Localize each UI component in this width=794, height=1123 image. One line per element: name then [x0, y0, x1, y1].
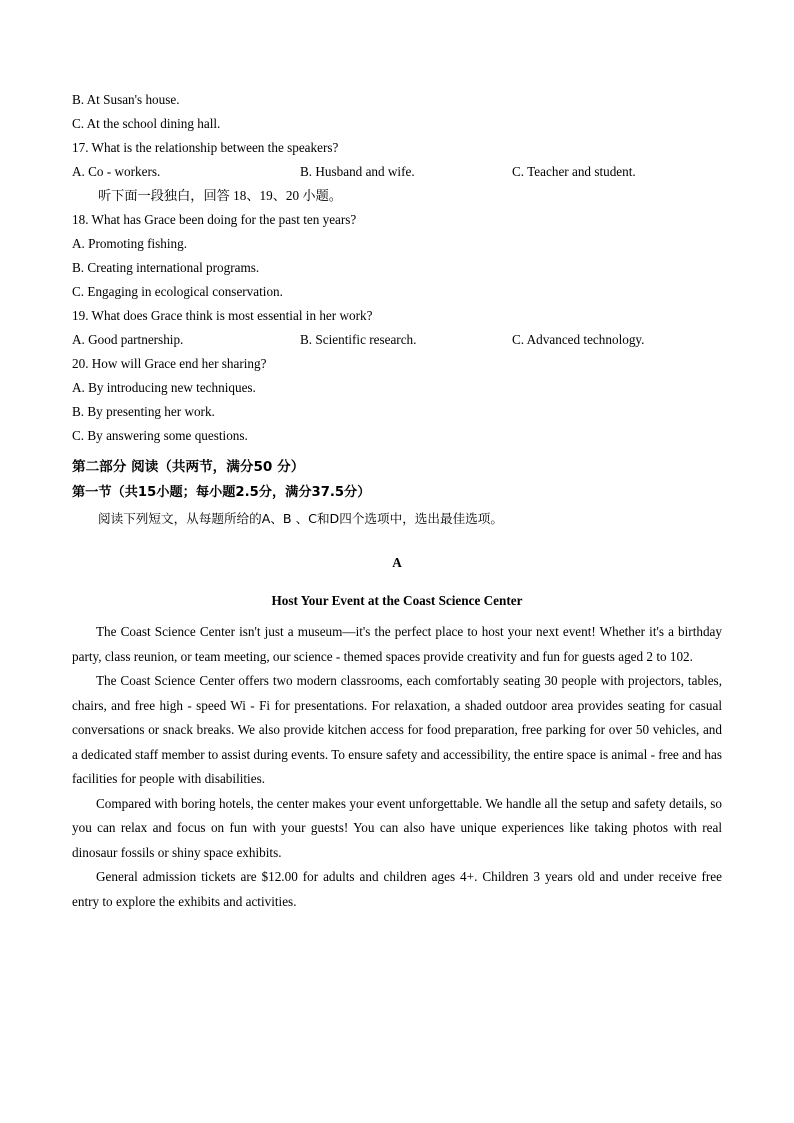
- passage-a-paragraph-1: The Coast Science Center isn't just a museum—it's the perfect place to host your next event! Whether it's a birthday party, class reunion, or team meeting, our science - themed spaces provide creativity and fun for guests aged 2 to 102.: [72, 624, 722, 664]
- question-18-option-c: C. Engaging in ecological conservation.: [72, 284, 283, 299]
- question-18-option-b: B. Creating international programs.: [72, 260, 260, 275]
- question-20-option-b: B. By presenting her work.: [72, 404, 215, 419]
- passage-a-title: Host Your Event at the Coast Science Center: [271, 593, 523, 608]
- question-18-stem: 18. What has Grace been doing for the past ten years?: [72, 212, 357, 227]
- question-19-options: [72, 328, 722, 352]
- part-two-section-one-heading: 第一节（共15小题；每小题2.5分，满分37.5分）: [72, 485, 371, 500]
- question-17-option-b: B. Husband and wife.: [300, 164, 415, 179]
- question-20-option-a: A. By introducing new techniques.: [72, 380, 256, 395]
- question-19-option-a: A. Good partnership.: [72, 332, 184, 347]
- question-17-stem: 17. What is the relationship between the speakers?: [72, 140, 339, 155]
- question-17-option-c: C. Teacher and student.: [512, 164, 636, 179]
- passage-a-paragraph-3: Compared with boring hotels, the center makes your event unforgettable. We handle all the setup and safety details, so you can relax and focus on fun with your guests! You can also have unique experiences like taking photos with real dinosaur fossils or shiny space exhibits.: [72, 795, 722, 860]
- question-17-option-a: A. Co - workers.: [72, 164, 161, 179]
- question-19-option-b: B. Scientific research.: [300, 332, 417, 347]
- question-17-options: [72, 160, 722, 184]
- monologue-instruction: 听下面一段独白，回答 18、19、20 小题。: [98, 188, 342, 203]
- question-19-stem: 19. What does Grace think is most essential in her work?: [72, 308, 373, 323]
- question-16-choice-b: B. At Susan's house.: [72, 92, 180, 107]
- question-18-option-a: A. Promoting fishing.: [72, 236, 188, 251]
- question-20-option-c: C. By answering some questions.: [72, 428, 248, 443]
- passage-a-paragraph-4: General admission tickets are $12.00 for adults and children ages 4+. Children 3 years old and under receive free entry to explore the exhibits and activities.: [72, 869, 722, 909]
- passage-a-paragraph-2: The Coast Science Center offers two modern classrooms, each comfortably seating 30 people with projectors, tables, chairs, and free high - speed Wi - Fi for presentations. For relaxation, a shaded outdoor area provides seating for casual conversations or snack breaks. We also provide kitchen access for food preparation, free parking for over 50 vehicles, and a dedicated staff member to assist during events. To ensure safety and accessibility, the entire space is animal - free and has facilities for people with disabilities.: [72, 673, 722, 786]
- passage-a-letter: A: [392, 555, 402, 570]
- question-20-stem: 20. How will Grace end her sharing?: [72, 356, 267, 371]
- question-19-option-c: C. Advanced technology.: [512, 332, 645, 347]
- question-16-choice-c: C. At the school dining hall.: [72, 116, 221, 131]
- part-two-heading: 第二部分 阅读（共两节，满分50 分）: [72, 459, 305, 475]
- reading-directions: 阅读下列短文，从每题所给的A、B 、C和D四个选项中，选出最佳选项。: [98, 511, 503, 526]
